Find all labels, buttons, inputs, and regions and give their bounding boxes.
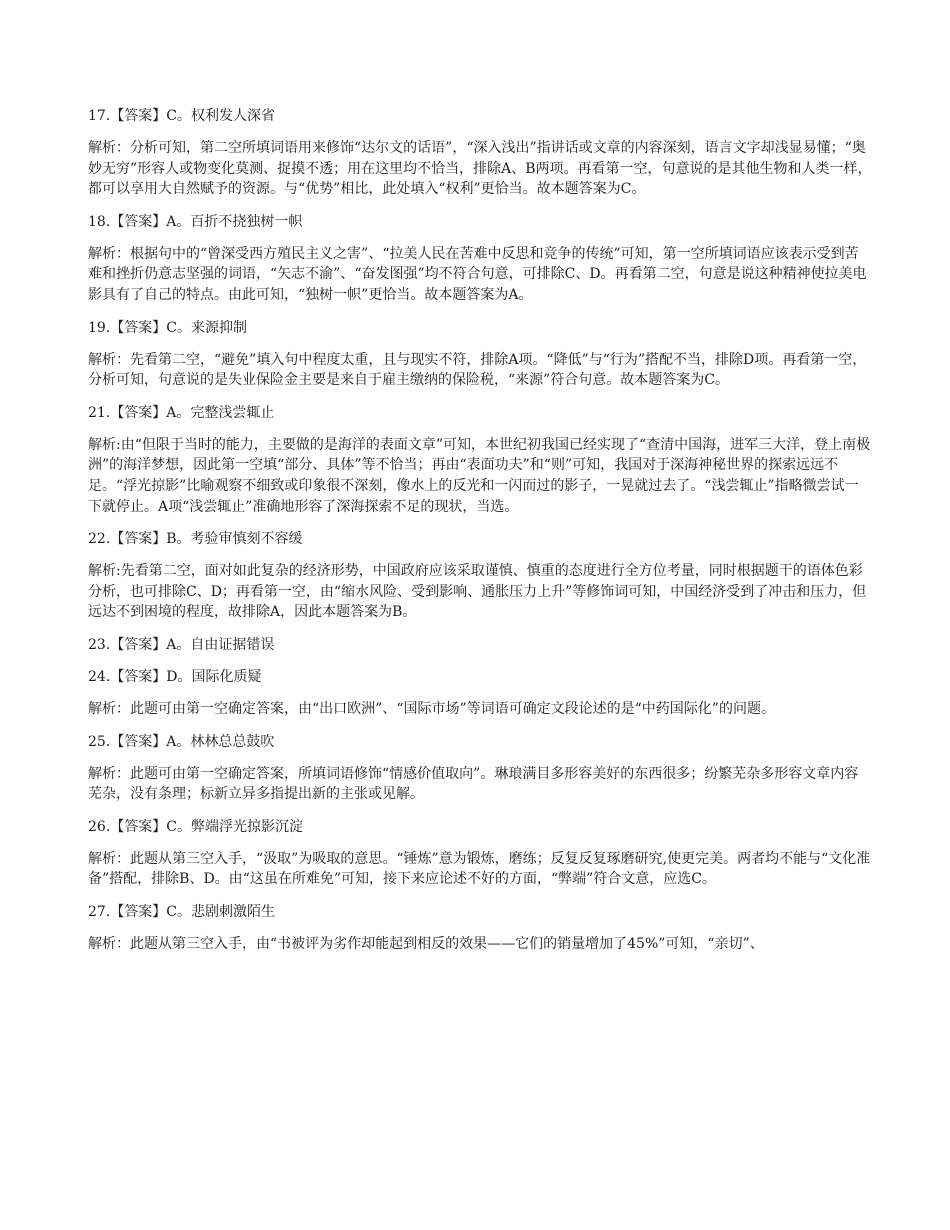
analysis-paragraph: 解析：此题可由第一空确定答案，所填词语修饰“情感价值取向”。琳琅满目多形容美好的东西很多；纷繁芜杂多形容文章内容芜杂，没有条理；标新立异多指提出新的主张或见解。 xyxy=(88,765,859,803)
analysis-paragraph: 解析：此题从第三空入手，“汲取”为吸取的意思。“锤炼”意为锻炼，磨练；反复反复琢磨研究,使更完美。两者均不能与“文化准备”搭配，排除B、D。由“这虽在所难免”可知，接下来应论述不好的方面，“弊端”符合文意，应选C。 xyxy=(88,850,871,888)
answer-heading: 22.【答案】B。考验审慎刻不容缓 xyxy=(88,531,303,548)
analysis-paragraph: 解析：根据句中的“曾深受西方殖民主义之害”、“拉美人民在苦难中反思和竞争的传统”可知，第一空所填词语应该表示受到苦难和挫折仍意志坚强的词语，“矢志不渝”、“奋发图强”均不符合句意，可排除C、D。再看第二空，句意是说这种精神使拉美电影具有了自己的特点。由此可知，“独树一帜”更恰当。故本题答案为A。 xyxy=(88,245,867,303)
answer-block-27 xyxy=(88,902,872,955)
answer-block-18 xyxy=(88,212,872,306)
answer-heading: 21.【答案】A。完整浅尝辄止 xyxy=(88,404,275,421)
analysis-paragraph: 解析：先看第二空，“避免”填入句中程度太重，且与现实不符，排除A项。“降低”与“行为”搭配不当，排除D项。再看第一空，分析可知，句意说的是失业保险金主要是来自于雇主缴纳的保险税，“来源”符合句意。故本题答案为C。 xyxy=(88,351,867,389)
document-page xyxy=(88,106,872,954)
answer-block-23 xyxy=(88,635,872,655)
answer-heading: 24.【答案】D。国际化质疑 xyxy=(88,668,262,685)
answer-heading: 18.【答案】A。百折不挠独树一帜 xyxy=(88,213,303,230)
answer-block-17 xyxy=(88,106,872,200)
answer-heading: 17.【答案】C。权利发人深省 xyxy=(88,108,275,124)
answer-block-22 xyxy=(88,529,872,623)
answer-block-19 xyxy=(88,318,872,391)
answer-heading: 26.【答案】C。弊端浮光掠影沉淀 xyxy=(88,818,303,835)
answer-block-25 xyxy=(88,732,872,805)
answer-heading: 27.【答案】C。悲剧刺激陌生 xyxy=(88,903,275,920)
analysis-paragraph: 解析:由“但限于当时的能力，主要做的是海洋的表面文章”可知，本世纪初我国已经实现了“查清中国海，进军三大洋，登上南极洲”的海洋梦想，因此第一空填“部分、具体”等不恰当；再由“表面功夫”和“则”可知，我国对于深海神秘世界的探索远远不足。“浮光掠影”比喻观察不细致或印象很不深刻，像水上的反光和一闪而过的影子，一晃就过去了。“浅尝辄止”指略微尝试一下就停止。A项“浅尝辄止”准确地形容了深海探索不足的现状，当选。 xyxy=(88,436,871,515)
analysis-paragraph: 解析：此题可由第一空确定答案，由“出口欧洲”、“国际市场”等词语可确定文段论述的是“中药国际化”的问题。 xyxy=(88,700,775,717)
analysis-paragraph: 解析：此题从第三空入手，由“书被评为劣作却能起到相反的效果——它们的销量增加了45%”可知，“亲切”、 xyxy=(88,935,764,952)
answer-heading: 23.【答案】A。自由证据错误 xyxy=(88,636,275,653)
answer-heading: 19.【答案】C。来源抑制 xyxy=(88,319,247,336)
answer-block-24 xyxy=(88,667,872,720)
answer-block-26 xyxy=(88,817,872,890)
answer-heading: 25.【答案】A。林林总总鼓吹 xyxy=(88,733,275,750)
answer-block-21 xyxy=(88,403,872,517)
analysis-paragraph: 解析：分析可知，第二空所填词语用来修饰“达尔文的话语”，“深入浅出”指讲话或文章的内容深刻，语言文字却浅显易懂；“奥妙无穷”形容人或物变化莫测、捉摸不透；用在这里均不恰当，排除A、B两项。再看第一空，句意说的是其他生物和人类一样，都可以享用大自然赋予的资源。与“优势”相比，此处填入“权利”更恰当。故本题答案为C。 xyxy=(88,140,872,198)
analysis-paragraph: 解析:先看第二空，面对如此复杂的经济形势，中国政府应该采取谨慎、慎重的态度进行全方位考量，同时根据题干的语体色彩分析，也可排除C、D；再看第一空，由“缩水风险、受到影响、通胀压力上升”等修饰词可知，中国经济受到了冲击和压力，但远达不到困境的程度，故排除A，因此本题答案为B。 xyxy=(88,563,867,621)
